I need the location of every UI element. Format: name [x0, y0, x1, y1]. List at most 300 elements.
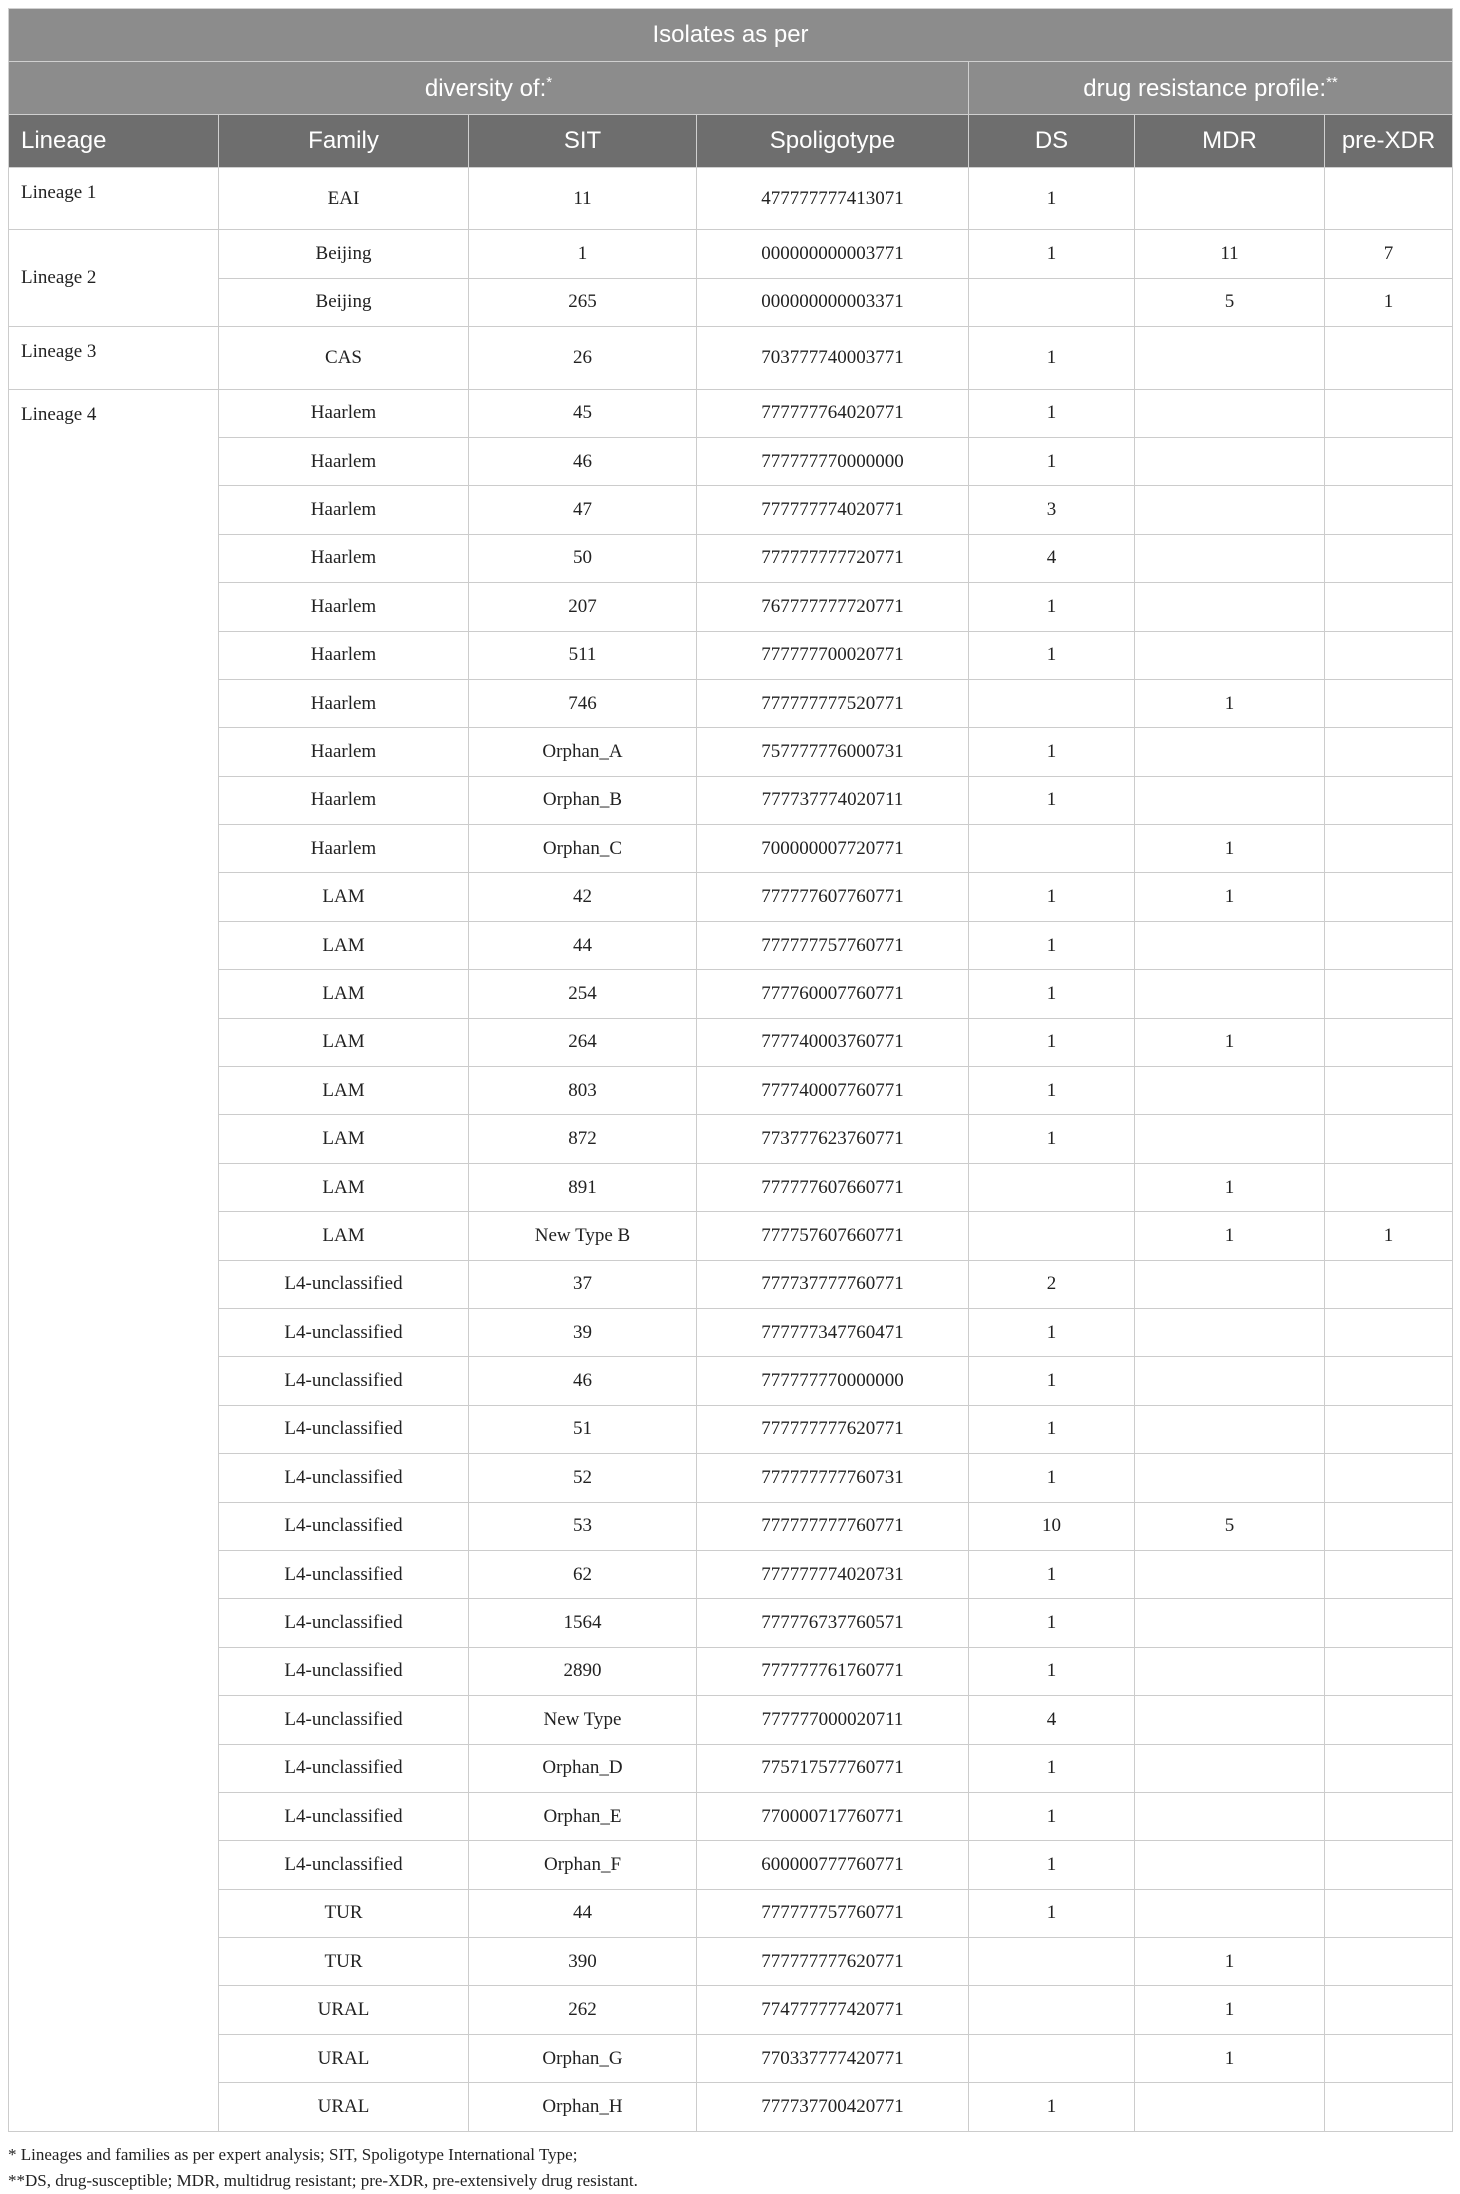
cell-sit: 52 — [469, 1454, 697, 1502]
cell-mdr: 1 — [1135, 2034, 1325, 2082]
cell-spoligotype: 777740003760771 — [697, 1018, 969, 1066]
cell-sit: Orphan_A — [469, 728, 697, 776]
cell-sit: Orphan_H — [469, 2083, 697, 2131]
cell-ds: 1 — [969, 437, 1135, 485]
cell-prexdr — [1325, 327, 1453, 389]
cell-spoligotype: 775717577760771 — [697, 1744, 969, 1792]
cell-mdr — [1135, 970, 1325, 1018]
cell-mdr — [1135, 1696, 1325, 1744]
cell-ds — [969, 1212, 1135, 1260]
column-header-family: Family — [219, 115, 469, 168]
cell-prexdr — [1325, 583, 1453, 631]
table-row — [9, 825, 1453, 873]
cell-family: Haarlem — [219, 583, 469, 631]
cell-ds: 1 — [969, 728, 1135, 776]
cell-prexdr — [1325, 1744, 1453, 1792]
cell-prexdr — [1325, 168, 1453, 230]
cell-prexdr — [1325, 1260, 1453, 1308]
cell-spoligotype: 777777000020711 — [697, 1696, 969, 1744]
cell-sit: 37 — [469, 1260, 697, 1308]
table-row — [9, 1018, 1453, 1066]
cell-ds: 3 — [969, 486, 1135, 534]
cell-sit: 46 — [469, 437, 697, 485]
cell-sit: 51 — [469, 1405, 697, 1453]
cell-sit: 254 — [469, 970, 697, 1018]
cell-mdr — [1135, 583, 1325, 631]
cell-ds: 1 — [969, 1599, 1135, 1647]
cell-sit: Orphan_E — [469, 1792, 697, 1840]
cell-sit: 26 — [469, 327, 697, 389]
cell-spoligotype: 777737777760771 — [697, 1260, 969, 1308]
cell-mdr — [1135, 1647, 1325, 1695]
cell-lineage: Lineage 2 — [9, 230, 219, 327]
cell-prexdr — [1325, 1696, 1453, 1744]
cell-prexdr — [1325, 631, 1453, 679]
cell-spoligotype: 000000000003371 — [697, 278, 969, 326]
table-row — [9, 1550, 1453, 1598]
cell-prexdr — [1325, 1357, 1453, 1405]
table-row — [9, 1889, 1453, 1937]
cell-prexdr — [1325, 2034, 1453, 2082]
table-row — [9, 1308, 1453, 1356]
cell-family: L4-unclassified — [219, 1550, 469, 1598]
cell-prexdr — [1325, 776, 1453, 824]
cell-ds: 1 — [969, 1550, 1135, 1598]
cell-prexdr — [1325, 1889, 1453, 1937]
cell-mdr — [1135, 1889, 1325, 1937]
cell-spoligotype: 777760007760771 — [697, 970, 969, 1018]
cell-prexdr — [1325, 1647, 1453, 1695]
cell-ds: 1 — [969, 1647, 1135, 1695]
cell-prexdr — [1325, 1550, 1453, 1598]
table-row — [9, 728, 1453, 776]
table-row — [9, 1067, 1453, 1115]
cell-sit: 46 — [469, 1357, 697, 1405]
table-row — [9, 437, 1453, 485]
cell-prexdr — [1325, 728, 1453, 776]
cell-family: URAL — [219, 2034, 469, 2082]
cell-family: L4-unclassified — [219, 1841, 469, 1889]
cell-spoligotype: 703777740003771 — [697, 327, 969, 389]
cell-family: Haarlem — [219, 437, 469, 485]
cell-family: Beijing — [219, 230, 469, 278]
cell-sit: 50 — [469, 534, 697, 582]
column-header-lineage: Lineage — [9, 115, 219, 168]
cell-sit: Orphan_C — [469, 825, 697, 873]
header-diversity — [9, 62, 969, 115]
cell-sit: Orphan_G — [469, 2034, 697, 2082]
cell-spoligotype: 777776737760571 — [697, 1599, 969, 1647]
cell-sit: 511 — [469, 631, 697, 679]
cell-spoligotype: 777777770000000 — [697, 437, 969, 485]
cell-prexdr — [1325, 1502, 1453, 1550]
table-row — [9, 921, 1453, 969]
cell-spoligotype: 774777777420771 — [697, 1986, 969, 2034]
cell-sit: 872 — [469, 1115, 697, 1163]
cell-spoligotype: 777777761760771 — [697, 1647, 969, 1695]
cell-ds: 1 — [969, 1454, 1135, 1502]
cell-family: Haarlem — [219, 631, 469, 679]
cell-sit: 390 — [469, 1938, 697, 1986]
cell-ds: 1 — [969, 1841, 1135, 1889]
cell-ds: 1 — [969, 389, 1135, 437]
cell-prexdr — [1325, 437, 1453, 485]
cell-sit: 53 — [469, 1502, 697, 1550]
cell-prexdr — [1325, 2083, 1453, 2131]
cell-spoligotype: 777777764020771 — [697, 389, 969, 437]
column-header-spoligotype: Spoligotype — [697, 115, 969, 168]
cell-prexdr — [1325, 1599, 1453, 1647]
cell-mdr — [1135, 1454, 1325, 1502]
table-row — [9, 583, 1453, 631]
table-row — [9, 1744, 1453, 1792]
cell-prexdr — [1325, 873, 1453, 921]
cell-sit: 62 — [469, 1550, 697, 1598]
isolates-table — [8, 8, 1453, 2132]
cell-mdr — [1135, 1744, 1325, 1792]
cell-prexdr — [1325, 1938, 1453, 1986]
cell-ds — [969, 1938, 1135, 1986]
cell-prexdr — [1325, 389, 1453, 437]
cell-ds: 4 — [969, 534, 1135, 582]
footnote-1: * Lineages and families as per expert analysis; SIT, Spoligotype International Type; — [8, 2144, 578, 2164]
cell-mdr: 11 — [1135, 230, 1325, 278]
header-diversity-label: diversity of: — [424, 74, 547, 102]
cell-mdr — [1135, 728, 1325, 776]
cell-mdr — [1135, 327, 1325, 389]
cell-family: L4-unclassified — [219, 1454, 469, 1502]
table-row — [9, 1260, 1453, 1308]
header-drug-label: drug resistance profile: — [1083, 74, 1327, 102]
cell-prexdr — [1325, 1986, 1453, 2034]
cell-family: LAM — [219, 1018, 469, 1066]
cell-spoligotype: 770337777420771 — [697, 2034, 969, 2082]
cell-mdr: 1 — [1135, 1212, 1325, 1260]
cell-mdr: 5 — [1135, 278, 1325, 326]
column-header-mdr: MDR — [1135, 115, 1325, 168]
cell-mdr — [1135, 1841, 1325, 1889]
cell-ds: 1 — [969, 1889, 1135, 1937]
cell-spoligotype: 777777777720771 — [697, 534, 969, 582]
cell-sit: 44 — [469, 1889, 697, 1937]
cell-family: L4-unclassified — [219, 1647, 469, 1695]
cell-spoligotype: 777777757760771 — [697, 921, 969, 969]
table-row — [9, 327, 1453, 389]
footnotes — [8, 2142, 1452, 2194]
cell-sit: Orphan_F — [469, 1841, 697, 1889]
cell-mdr — [1135, 389, 1325, 437]
cell-prexdr — [1325, 1454, 1453, 1502]
table-row — [9, 230, 1453, 278]
cell-mdr: 1 — [1135, 1018, 1325, 1066]
cell-family: URAL — [219, 1986, 469, 2034]
cell-sit: 47 — [469, 486, 697, 534]
cell-spoligotype: 700000007720771 — [697, 825, 969, 873]
cell-ds: 1 — [969, 1405, 1135, 1453]
cell-family: Haarlem — [219, 389, 469, 437]
cell-ds — [969, 1986, 1135, 2034]
cell-prexdr: 1 — [1325, 278, 1453, 326]
cell-prexdr — [1325, 679, 1453, 727]
cell-family: L4-unclassified — [219, 1405, 469, 1453]
cell-spoligotype: 777737774020711 — [697, 776, 969, 824]
cell-mdr: 1 — [1135, 1986, 1325, 2034]
cell-family: Haarlem — [219, 534, 469, 582]
cell-ds: 1 — [969, 1792, 1135, 1840]
cell-prexdr — [1325, 1163, 1453, 1211]
table-row — [9, 1502, 1453, 1550]
cell-ds: 1 — [969, 327, 1135, 389]
cell-spoligotype: 777777777760771 — [697, 1502, 969, 1550]
cell-ds: 1 — [969, 873, 1135, 921]
cell-prexdr — [1325, 1115, 1453, 1163]
cell-sit: 44 — [469, 921, 697, 969]
table-row — [9, 2034, 1453, 2082]
cell-ds: 10 — [969, 1502, 1135, 1550]
cell-family: Haarlem — [219, 776, 469, 824]
cell-family: L4-unclassified — [219, 1792, 469, 1840]
cell-prexdr — [1325, 921, 1453, 969]
table-row — [9, 1841, 1453, 1889]
cell-spoligotype: 777777774020731 — [697, 1550, 969, 1598]
table-row — [9, 1647, 1453, 1695]
cell-prexdr — [1325, 1405, 1453, 1453]
cell-mdr — [1135, 168, 1325, 230]
footnote-2: **DS, drug-susceptible; MDR, multidrug resistant; pre-XDR, pre-extensively drug resistant. — [8, 2170, 638, 2190]
cell-spoligotype: 777777607660771 — [697, 1163, 969, 1211]
cell-ds: 1 — [969, 970, 1135, 1018]
cell-ds: 1 — [969, 1067, 1135, 1115]
table-row — [9, 1599, 1453, 1647]
cell-spoligotype: 770000717760771 — [697, 1792, 969, 1840]
cell-ds: 1 — [969, 2083, 1135, 2131]
cell-mdr: 1 — [1135, 679, 1325, 727]
cell-sit: 803 — [469, 1067, 697, 1115]
cell-prexdr — [1325, 970, 1453, 1018]
cell-prexdr — [1325, 1308, 1453, 1356]
cell-family: L4-unclassified — [219, 1696, 469, 1744]
cell-family: LAM — [219, 1212, 469, 1260]
cell-prexdr — [1325, 825, 1453, 873]
cell-sit: Orphan_B — [469, 776, 697, 824]
header-top: Isolates as per — [9, 9, 1453, 62]
cell-spoligotype: 777777777760731 — [697, 1454, 969, 1502]
table-row — [9, 1115, 1453, 1163]
cell-spoligotype: 777777777620771 — [697, 1405, 969, 1453]
cell-sit: 2890 — [469, 1647, 697, 1695]
cell-family: L4-unclassified — [219, 1599, 469, 1647]
cell-ds: 1 — [969, 1357, 1135, 1405]
cell-ds — [969, 679, 1135, 727]
cell-mdr — [1135, 1067, 1325, 1115]
column-header-sit: SIT — [469, 115, 697, 168]
cell-mdr — [1135, 776, 1325, 824]
cell-sit: 891 — [469, 1163, 697, 1211]
table-row — [9, 278, 1453, 326]
table-row — [9, 1454, 1453, 1502]
cell-prexdr: 1 — [1325, 1212, 1453, 1260]
cell-mdr — [1135, 2083, 1325, 2131]
cell-family: Haarlem — [219, 728, 469, 776]
cell-ds: 1 — [969, 1744, 1135, 1792]
cell-family: Haarlem — [219, 679, 469, 727]
cell-mdr — [1135, 534, 1325, 582]
cell-spoligotype: 777740007760771 — [697, 1067, 969, 1115]
cell-family: LAM — [219, 1067, 469, 1115]
cell-mdr — [1135, 437, 1325, 485]
cell-sit: New Type — [469, 1696, 697, 1744]
cell-spoligotype: 777777777620771 — [697, 1938, 969, 1986]
cell-ds: 1 — [969, 1308, 1135, 1356]
cell-spoligotype: 777737700420771 — [697, 2083, 969, 2131]
header-diversity-mark: * — [546, 73, 553, 91]
cell-mdr: 1 — [1135, 873, 1325, 921]
cell-mdr — [1135, 1115, 1325, 1163]
table-row — [9, 679, 1453, 727]
cell-family: TUR — [219, 1938, 469, 1986]
cell-family: TUR — [219, 1889, 469, 1937]
cell-family: LAM — [219, 1163, 469, 1211]
cell-spoligotype: 767777777720771 — [697, 583, 969, 631]
cell-mdr — [1135, 1405, 1325, 1453]
table-row — [9, 1696, 1453, 1744]
cell-mdr — [1135, 1357, 1325, 1405]
table-row — [9, 1357, 1453, 1405]
table-row — [9, 631, 1453, 679]
cell-ds: 1 — [969, 1018, 1135, 1066]
cell-lineage: Lineage 4 — [9, 389, 219, 2131]
cell-ds: 4 — [969, 1696, 1135, 1744]
cell-prexdr — [1325, 1067, 1453, 1115]
cell-spoligotype: 000000000003771 — [697, 230, 969, 278]
cell-family: L4-unclassified — [219, 1308, 469, 1356]
column-header-ds: DS — [969, 115, 1135, 168]
cell-sit: 262 — [469, 1986, 697, 2034]
cell-spoligotype: 757777776000731 — [697, 728, 969, 776]
cell-sit: Orphan_D — [469, 1744, 697, 1792]
cell-sit: 264 — [469, 1018, 697, 1066]
cell-ds — [969, 825, 1135, 873]
cell-prexdr — [1325, 1018, 1453, 1066]
cell-spoligotype: 777777774020771 — [697, 486, 969, 534]
table-row — [9, 776, 1453, 824]
cell-sit: 207 — [469, 583, 697, 631]
cell-prexdr — [1325, 486, 1453, 534]
cell-prexdr: 7 — [1325, 230, 1453, 278]
cell-mdr: 1 — [1135, 1938, 1325, 1986]
cell-prexdr — [1325, 1841, 1453, 1889]
cell-ds: 1 — [969, 230, 1135, 278]
cell-mdr — [1135, 1792, 1325, 1840]
cell-ds — [969, 278, 1135, 326]
cell-spoligotype: 600000777760771 — [697, 1841, 969, 1889]
cell-sit: 39 — [469, 1308, 697, 1356]
cell-family: URAL — [219, 2083, 469, 2131]
table-row — [9, 1938, 1453, 1986]
cell-family: LAM — [219, 970, 469, 1018]
cell-spoligotype: 777777700020771 — [697, 631, 969, 679]
cell-sit: 11 — [469, 168, 697, 230]
cell-sit: 265 — [469, 278, 697, 326]
cell-spoligotype: 477777777413071 — [697, 168, 969, 230]
cell-spoligotype: 777757607660771 — [697, 1212, 969, 1260]
cell-spoligotype: 777777347760471 — [697, 1308, 969, 1356]
cell-mdr: 1 — [1135, 1163, 1325, 1211]
cell-lineage: Lineage 3 — [9, 327, 219, 389]
cell-family: L4-unclassified — [219, 1260, 469, 1308]
table-row — [9, 1792, 1453, 1840]
cell-ds: 1 — [969, 1115, 1135, 1163]
cell-mdr — [1135, 1308, 1325, 1356]
cell-spoligotype: 777777757760771 — [697, 1889, 969, 1937]
cell-family: L4-unclassified — [219, 1357, 469, 1405]
cell-sit: 1564 — [469, 1599, 697, 1647]
cell-ds — [969, 2034, 1135, 2082]
cell-mdr — [1135, 1550, 1325, 1598]
cell-spoligotype: 777777770000000 — [697, 1357, 969, 1405]
cell-mdr — [1135, 1260, 1325, 1308]
cell-family: CAS — [219, 327, 469, 389]
cell-mdr — [1135, 1599, 1325, 1647]
header-drug-mark: ** — [1326, 73, 1338, 91]
table-row — [9, 389, 1453, 437]
table-row — [9, 1405, 1453, 1453]
table-row — [9, 2083, 1453, 2131]
cell-mdr: 1 — [1135, 825, 1325, 873]
cell-ds: 2 — [969, 1260, 1135, 1308]
cell-spoligotype: 773777623760771 — [697, 1115, 969, 1163]
cell-sit: 1 — [469, 230, 697, 278]
cell-family: L4-unclassified — [219, 1502, 469, 1550]
cell-sit: New Type B — [469, 1212, 697, 1260]
cell-ds: 1 — [969, 776, 1135, 824]
cell-family: Haarlem — [219, 486, 469, 534]
table-header — [9, 9, 1453, 168]
cell-spoligotype: 777777607760771 — [697, 873, 969, 921]
cell-family: LAM — [219, 1115, 469, 1163]
cell-ds: 1 — [969, 583, 1135, 631]
table-row — [9, 873, 1453, 921]
cell-family: LAM — [219, 921, 469, 969]
table-container — [8, 8, 1452, 2194]
cell-family: Haarlem — [219, 825, 469, 873]
cell-sit: 42 — [469, 873, 697, 921]
table-row — [9, 1986, 1453, 2034]
table-row — [9, 168, 1453, 230]
cell-lineage: Lineage 1 — [9, 168, 219, 230]
cell-mdr — [1135, 486, 1325, 534]
cell-ds: 1 — [969, 168, 1135, 230]
table-row — [9, 1163, 1453, 1211]
cell-mdr: 5 — [1135, 1502, 1325, 1550]
cell-family: LAM — [219, 873, 469, 921]
cell-prexdr — [1325, 1792, 1453, 1840]
cell-spoligotype: 777777777520771 — [697, 679, 969, 727]
cell-prexdr — [1325, 534, 1453, 582]
cell-sit: 45 — [469, 389, 697, 437]
table-body — [9, 168, 1453, 2132]
column-header-prexdr: pre-XDR — [1325, 115, 1453, 168]
header-drug-resistance — [969, 62, 1453, 115]
cell-ds — [969, 1163, 1135, 1211]
cell-family: L4-unclassified — [219, 1744, 469, 1792]
cell-family: Beijing — [219, 278, 469, 326]
table-row — [9, 1212, 1453, 1260]
cell-ds: 1 — [969, 921, 1135, 969]
table-row — [9, 486, 1453, 534]
cell-family: EAI — [219, 168, 469, 230]
cell-sit: 746 — [469, 679, 697, 727]
